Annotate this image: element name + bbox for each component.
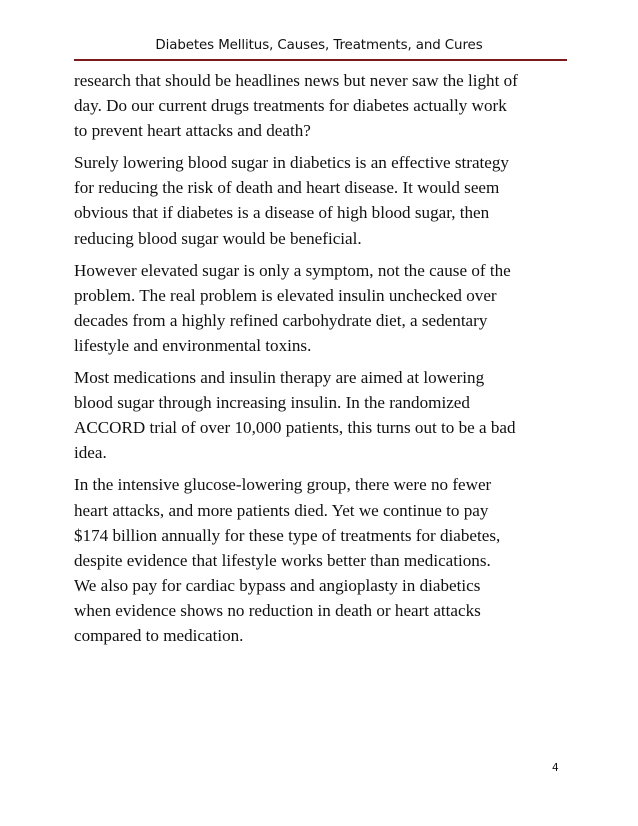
text-line: decades from a highly refined carbohydrate diet, a sedentary <box>74 310 488 330</box>
text-line: obvious that if diabetes is a disease of high blood sugar, then <box>74 203 490 223</box>
page-number: 4 <box>552 762 559 774</box>
text-line: to prevent heart attacks and death? <box>74 121 311 141</box>
text-line: day. Do our current drugs treatments for diabetes actually work <box>74 96 507 116</box>
paragraph <box>74 365 574 465</box>
text-line: idea. <box>74 443 107 463</box>
text-line: However elevated sugar is only a symptom, not the cause of the <box>74 260 511 280</box>
text-line: lifestyle and environmental toxins. <box>74 335 312 355</box>
text-line: problem. The real problem is elevated insulin unchecked over <box>74 285 497 305</box>
paragraph <box>74 258 574 358</box>
text-line: $174 billion annually for these type of treatments for diabetes, <box>74 525 501 545</box>
text-line: reducing blood sugar would be beneficial. <box>74 228 362 248</box>
paragraph <box>74 68 574 143</box>
text-line: research that should be headlines news but never saw the light of <box>74 71 518 90</box>
body-text <box>74 68 574 648</box>
text-line: Surely lowering blood sugar in diabetics is an effective strategy <box>74 153 509 173</box>
text-line: for reducing the risk of death and heart disease. It would seem <box>74 178 500 198</box>
text-line: We also pay for cardiac bypass and angioplasty in diabetics <box>74 575 481 595</box>
text-line: despite evidence that lifestyle works better than medications. <box>74 550 491 570</box>
text-line: heart attacks, and more patients died. Yet we continue to pay <box>74 500 489 520</box>
text-line: In the intensive glucose-lowering group, there were no fewer <box>74 475 492 495</box>
paragraph <box>74 472 574 648</box>
paragraph <box>74 150 574 250</box>
text-line: blood sugar through increasing insulin. In the randomized <box>74 393 470 413</box>
text-line: when evidence shows no reduction in death or heart attacks <box>74 600 481 620</box>
text-line: Most medications and insulin therapy are aimed at lowering <box>74 368 485 388</box>
text-line: ACCORD trial of over 10,000 patients, this turns out to be a bad <box>74 418 516 438</box>
header-rule <box>74 59 567 61</box>
running-header: Diabetes Mellitus, Causes, Treatments, and Cures <box>155 38 483 53</box>
text-line: compared to medication. <box>74 625 244 645</box>
